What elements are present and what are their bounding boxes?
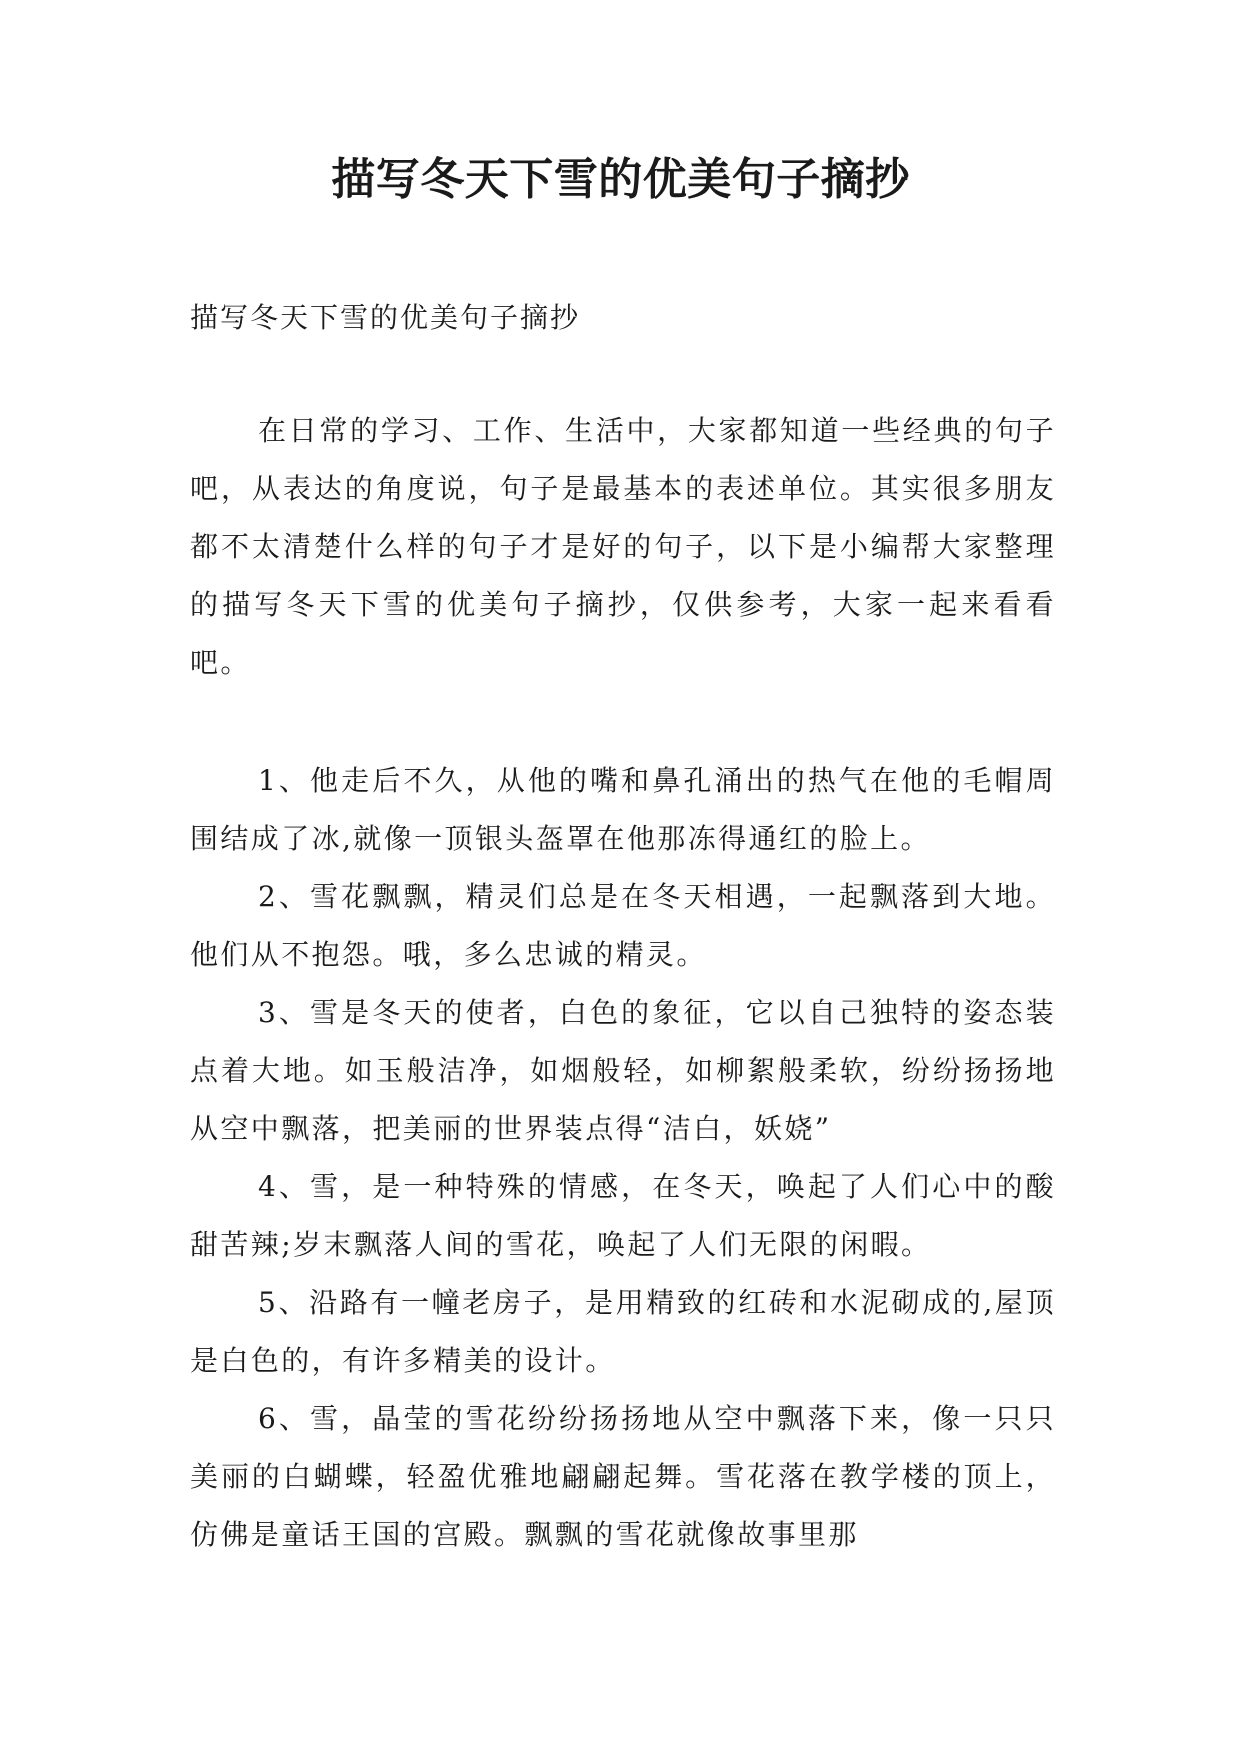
list-item: 5、沿路有一幢老房子，是用精致的红砖和水泥砌成的,屋顶是白色的，有许多精美的设计。 — [190, 1286, 1056, 1377]
intro-paragraph: 在日常的学习、工作、生活中，大家都知道一些经典的句子吧，从表达的角度说，句子是最基本的表述单位。其实很多朋友都不太清楚什么样的句子才是好的句子，以下是小编帮大家整理的描写冬天下雪的优美句子摘抄，仅供参考，大家一起来看看吧。 — [190, 414, 1056, 679]
list-item: 6、雪，晶莹的雪花纷纷扬扬地从空中飘落下来，像一只只美丽的白蝴蝶，轻盈优雅地翩翩起舞。雪花落在教学楼的顶上，仿佛是童话王国的宫殿。飘飘的雪花就像故事里那 — [190, 1402, 1056, 1551]
document-title: 描写冬天下雪的优美句子摘抄 — [331, 154, 910, 205]
list-item: 4、雪，是一种特殊的情感，在冬天，唤起了人们心中的酸甜苦辣;岁末飘落人间的雪花，唤起了人们无限的闲暇。 — [190, 1170, 1056, 1261]
list-item: 3、雪是冬天的使者，白色的象征，它以自己独特的姿态装点着大地。如玉般洁净，如烟般轻，如柳絮般柔软，纷纷扬扬地从空中飘落，把美丽的世界装点得“洁白，妖娆” — [190, 996, 1056, 1145]
sentence-list — [190, 752, 1056, 1564]
list-item: 1、他走后不久，从他的嘴和鼻孔涌出的热气在他的毛帽周围结成了冰,就像一顶银头盔罩在他那冻得通红的脸上。 — [190, 764, 1056, 855]
document-subtitle: 描写冬天下雪的优美句子摘抄 — [190, 301, 581, 334]
list-item: 2、雪花飘飘，精灵们总是在冬天相遇，一起飘落到大地。他们从不抱怨。哦，多么忠诚的精灵。 — [190, 880, 1056, 971]
